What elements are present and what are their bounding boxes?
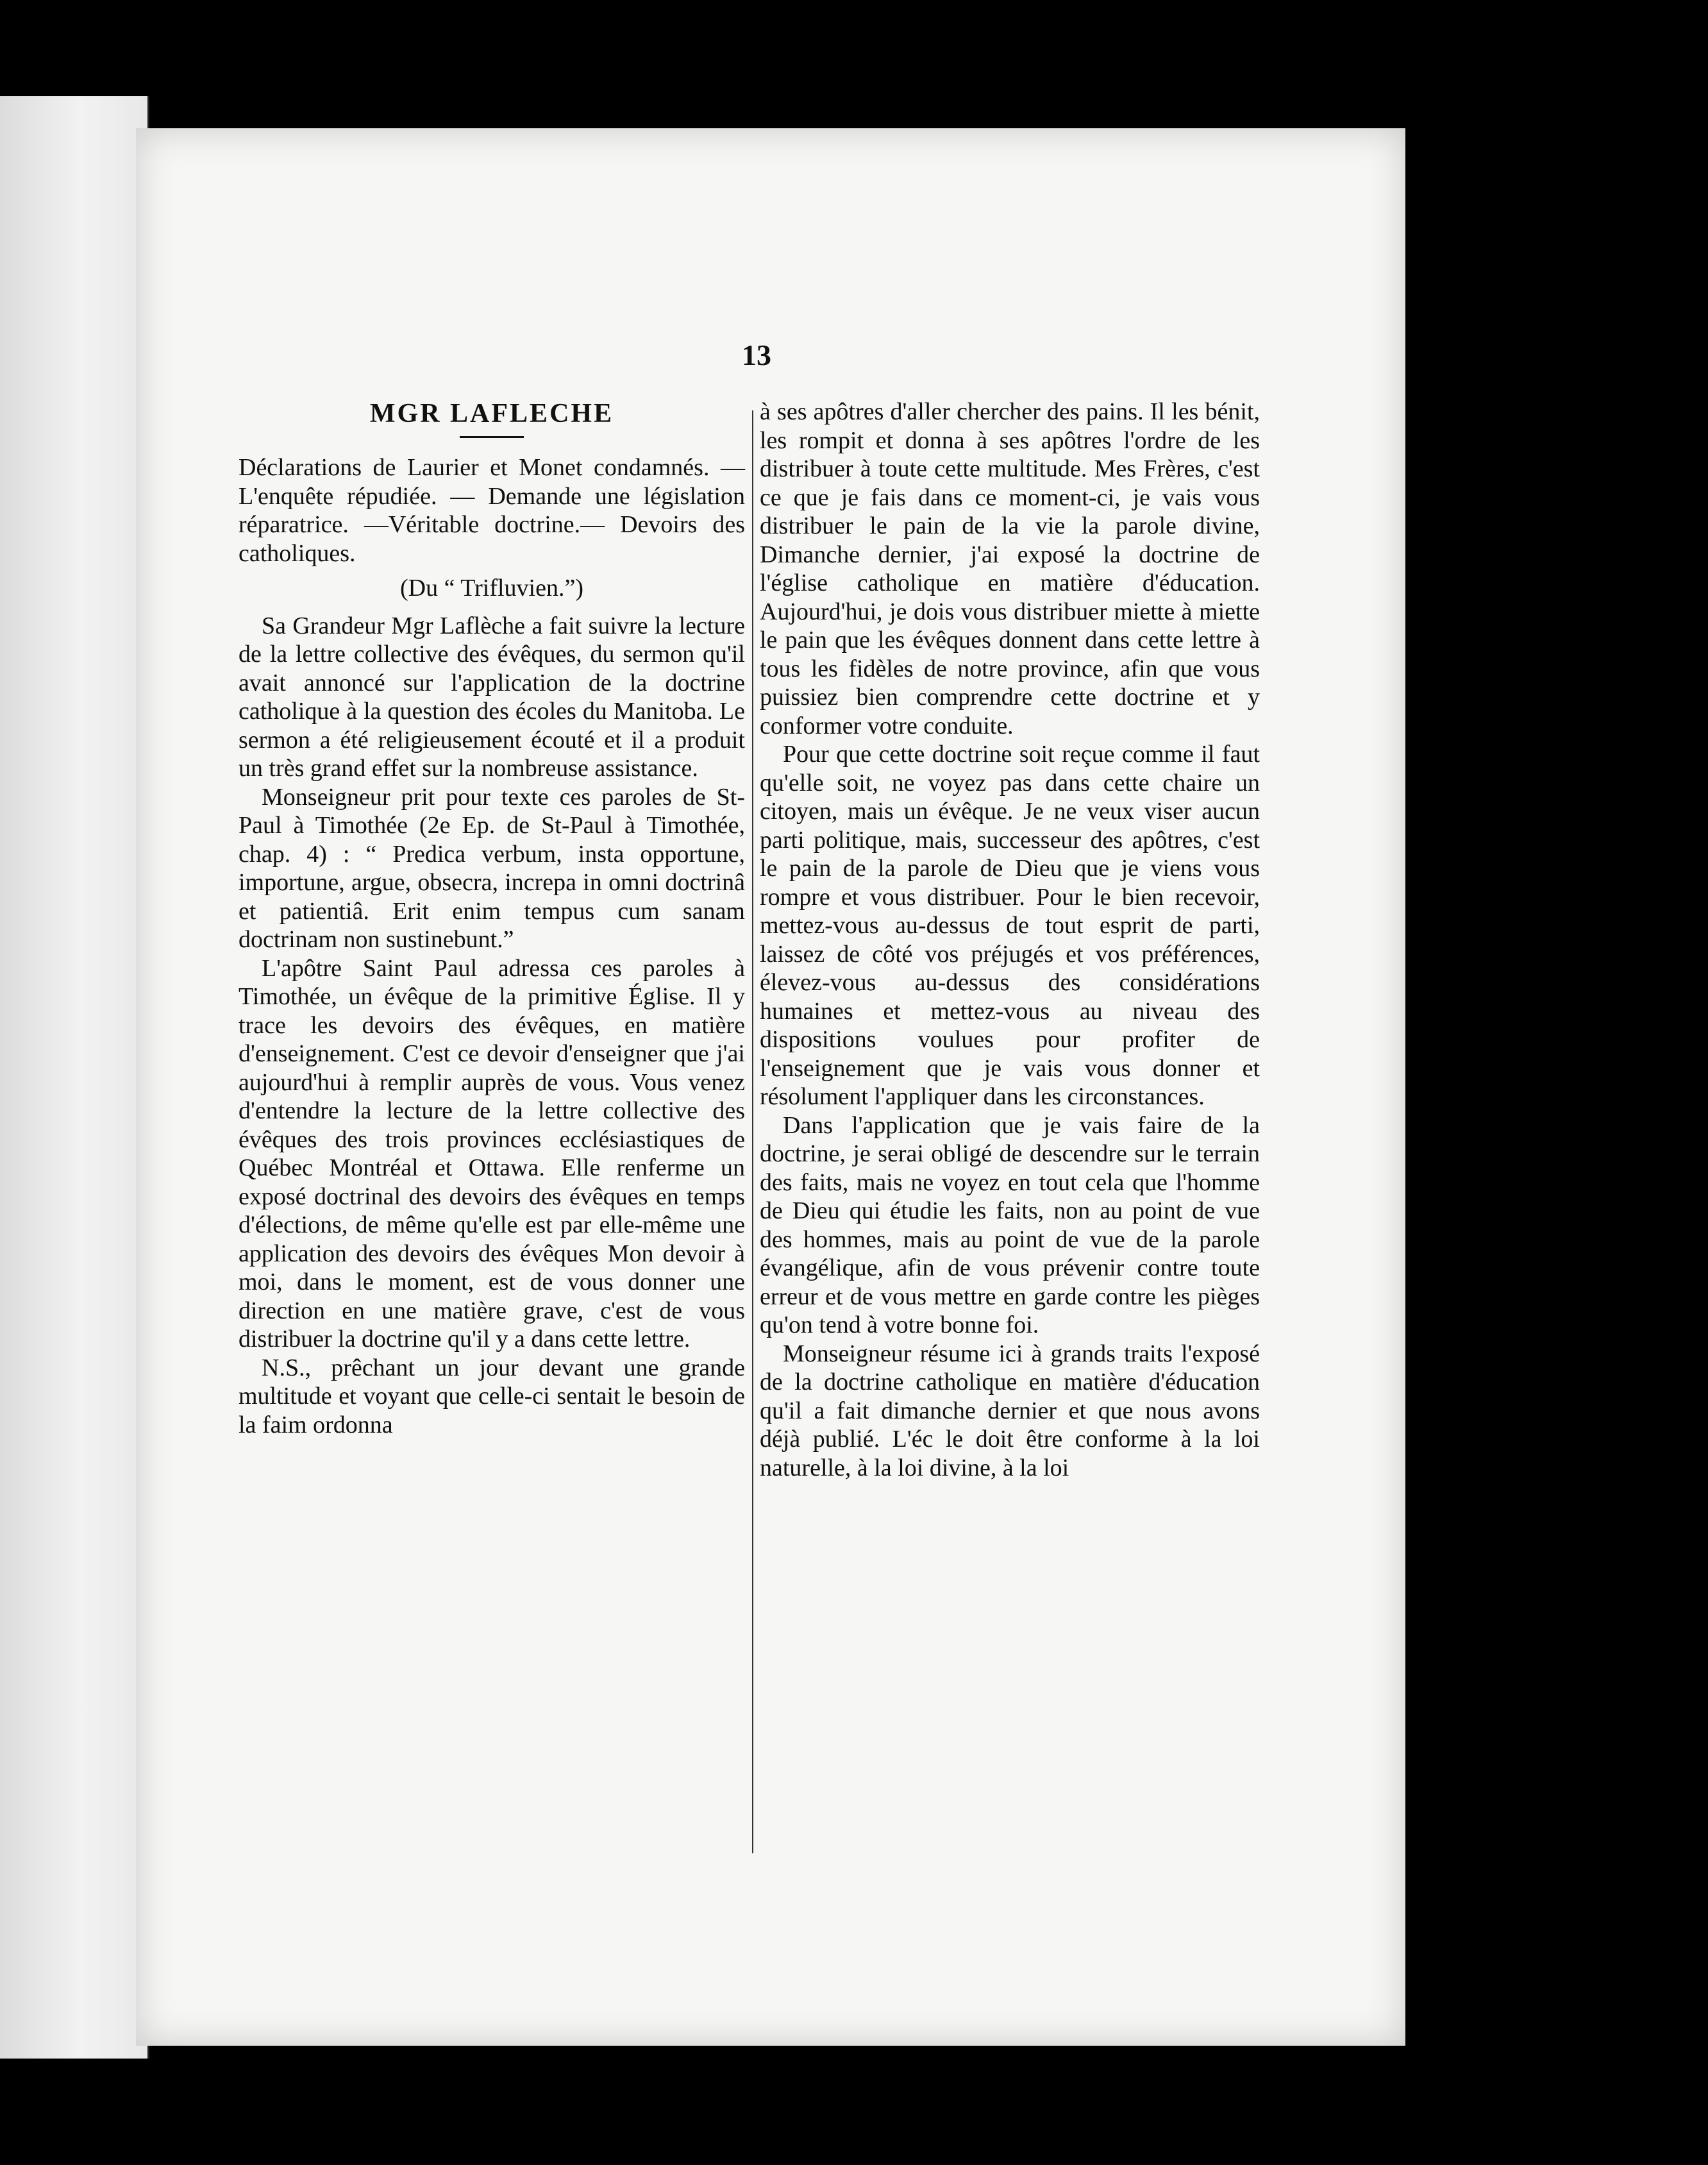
- paragraph: Sa Grandeur Mgr Laflèche a fait suivre la lecture de la lettre collective des évêques, du sermon qu'il avait annoncé sur l'application de la doctrine catholique à la question des écoles du Manitoba. Le sermon a été religieusement écouté et il a produit un très grand effet sur la nombreuse assistance.: [239, 612, 745, 782]
- left-column: [239, 398, 745, 1439]
- paragraph: à ses apôtres d'aller chercher des pains. Il les bénit, les rompit et donna à ses apôtres l'ordre de les distribuer à toute cette multitude. Mes Frères, c'est ce que je fais dans ce moment-ci, je vais vous distribuer le pain de la vie la parole divine, Dimanche dernier, j'ai exposé la doctrine de l'église catholique en matière d'éducation. Aujourd'hui, je dois vous distribuer miette à miette le pain que les évêques donnent dans cette lettre à tous les fidèles de notre province, afin que vous puissiez bien comprendre cette doctrine et y conformer votre conduite.: [760, 398, 1260, 739]
- column-divider: [752, 410, 753, 1853]
- paragraph: N.S., prêchant un jour devant une grande multitude et voyant que celle-ci sentait le besoin de la faim ordonna: [239, 1354, 745, 1438]
- paragraph: L'apôtre Saint Paul adressa ces paroles à Timothée, un évêque de la primitive Église. Il y trace les devoirs des évêques, en matière d'enseignement. C'est ce devoir d'enseigner que j'ai aujourd'hui à remplir auprès de vous. Vous venez d'entendre la lecture de la lettre collective des évêques des trois provinces ecclésiastiques de Québec Montréal et Ottawa. Elle renferme un exposé doctrinal des devoirs des évêques en temps d'élections, de même qu'elle est par elle-même une application des devoirs des évêques Mon devoir à moi, dans le moment, est de vous donner une direction en une matière grave, c'est de vous distribuer la doctrine qu'il y a dans cette lettre.: [239, 954, 745, 1352]
- page-number: 13: [742, 339, 771, 371]
- paragraph: Pour que cette doctrine soit reçue comme il faut qu'elle soit, ne voyez pas dans cette chaire un citoyen, mais un évêque. Je ne veux viser aucun parti politique, mais, successeur des apôtres, c'est le pain de la parole de Dieu que je viens vous rompre et vous distribuer. Pour le bien recevoir, mettez-vous au-dessus de tout esprit de parti, laissez de côté vos préjugés et vos préférences, élevez-vous au-dessus des considérations humaines et mettez-vous au niveau des dispositions voulues pour profiter de l'enseignement que je vais vous donner et résolument l'appliquer dans les circonstances.: [760, 741, 1260, 1110]
- right-column: [760, 398, 1260, 1482]
- title-rule: [460, 436, 524, 438]
- facing-page-edge: [0, 96, 149, 2059]
- article-title: MGR LAFLECHE: [369, 399, 614, 428]
- paragraph: Dans l'application que je vais faire de la doctrine, je serai obligé de descendre sur le terrain des faits, mais ne voyez en tout cela que l'homme de Dieu qui étudie les faits, non au point de vue des hommes, mais au point de vue de la parole évangélique, afin de vous prévenir contre toute erreur et de vous mettre en garde contre les pièges qu'on tend à votre bonne foi.: [760, 1111, 1260, 1338]
- article-subtitle: Déclarations de Laurier et Monet condamnés. — L'enquête répudiée. — Demande une législation réparatrice. —Véritable doctrine.— Devoirs des catholiques.: [239, 454, 745, 567]
- paragraph: Monseigneur prit pour texte ces paroles de St-Paul à Timothée (2e Ep. de St-Paul à Timothée, chap. 4) : “ Predica verbum, insta opportune, importune, argue, obsecra, increpa in omni doctrinâ et patientiâ. Erit enim tempus cum sanam doctrinam non sustinebunt.”: [239, 783, 745, 953]
- paragraph: Monseigneur résume ici à grands traits l'exposé de la doctrine catholique en matière d'éducation qu'il a fait dimanche dernier et que nous avons déjà publié. L'éc le doit être conforme à la loi naturelle, à la loi divine, à la loi: [760, 1340, 1260, 1481]
- article-source: (Du “ Trifluvien.”): [399, 575, 584, 602]
